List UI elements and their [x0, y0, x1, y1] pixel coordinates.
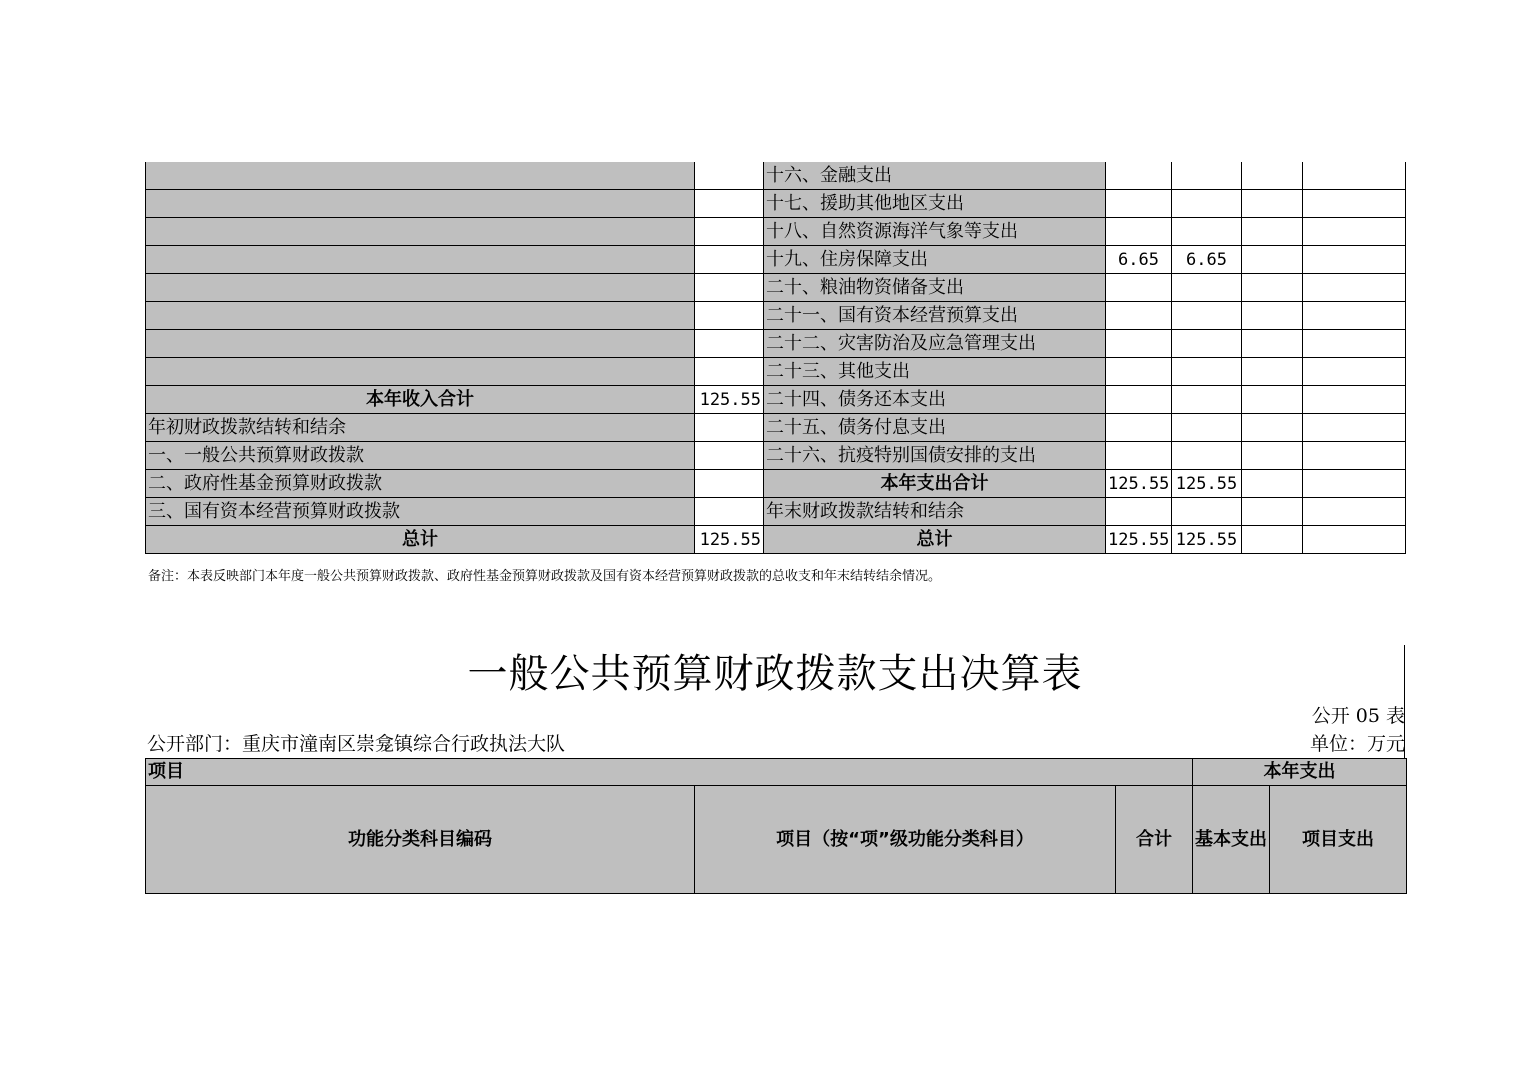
income-amount-cell	[695, 442, 764, 470]
expense-general-cell: 125.55	[1172, 526, 1242, 554]
expense-state-capital-cell	[1303, 414, 1406, 442]
expense-total-label: 本年支出合计	[764, 470, 1106, 498]
expense-general-cell	[1172, 386, 1242, 414]
expense-fund-cell	[1242, 162, 1303, 190]
expense-total-cell	[1106, 498, 1172, 526]
expense-item-cell: 十八、自然资源海洋气象等支出	[764, 218, 1106, 246]
expense-state-capital-cell	[1303, 442, 1406, 470]
income-amount-cell: 125.55	[695, 526, 764, 554]
expense-item-cell: 年末财政拨款结转和结余	[764, 498, 1106, 526]
unit-label: 单位：万元	[1309, 733, 1405, 755]
expense-state-capital-cell	[1303, 358, 1406, 386]
expense-general-cell	[1172, 498, 1242, 526]
expense-general-cell	[1172, 414, 1242, 442]
expense-item-cell: 二十、粮油物资储备支出	[764, 274, 1106, 302]
income-item-cell	[146, 330, 695, 358]
column-project-expense: 项目支出	[1270, 786, 1407, 894]
expense-fund-cell	[1242, 246, 1303, 274]
expense-item-cell: 十六、金融支出	[764, 162, 1106, 190]
income-item-cell	[146, 190, 695, 218]
expense-fund-cell	[1242, 190, 1303, 218]
income-item-cell	[146, 218, 695, 246]
expense-fund-cell	[1242, 498, 1303, 526]
table-row	[146, 274, 1406, 302]
expense-general-cell	[1172, 218, 1242, 246]
expense-fund-cell	[1242, 470, 1303, 498]
expense-state-capital-cell	[1303, 386, 1406, 414]
expense-item-cell: 二十四、债务还本支出	[764, 386, 1106, 414]
grand-total-label: 总计	[764, 526, 1106, 554]
income-total-label: 本年收入合计	[146, 386, 695, 414]
expense-total-cell	[1106, 386, 1172, 414]
expense-state-capital-cell	[1303, 498, 1406, 526]
expense-state-capital-cell	[1303, 302, 1406, 330]
expense-general-cell	[1172, 302, 1242, 330]
expense-total-cell	[1106, 218, 1172, 246]
expense-fund-cell	[1242, 414, 1303, 442]
income-item-cell	[146, 358, 695, 386]
income-amount-cell	[695, 358, 764, 386]
expense-state-capital-cell	[1303, 190, 1406, 218]
expense-general-cell	[1172, 190, 1242, 218]
grand-total-label: 总计	[146, 526, 695, 554]
expense-total-cell	[1106, 442, 1172, 470]
expense-general-cell	[1172, 442, 1242, 470]
column-function-code: 功能分类科目编码	[146, 786, 695, 894]
income-item-cell	[146, 274, 695, 302]
income-item-cell	[146, 162, 695, 190]
expense-general-cell	[1172, 274, 1242, 302]
table-row	[146, 330, 1406, 358]
expense-state-capital-cell	[1303, 274, 1406, 302]
income-item-cell: 二、政府性基金预算财政拨款	[146, 470, 695, 498]
table-row	[146, 246, 1406, 274]
header-current-year-expense: 本年支出	[1193, 759, 1407, 786]
expense-total-cell	[1106, 414, 1172, 442]
table-row	[146, 190, 1406, 218]
expense-total-cell: 6.65	[1106, 246, 1172, 274]
table-row	[146, 302, 1406, 330]
expense-item-cell: 十九、住房保障支出	[764, 246, 1106, 274]
income-item-cell	[146, 246, 695, 274]
expense-fund-cell	[1242, 302, 1303, 330]
income-amount-cell	[695, 246, 764, 274]
income-item-cell: 年初财政拨款结转和结余	[146, 414, 695, 442]
expense-total-cell	[1106, 190, 1172, 218]
expense-general-cell	[1172, 358, 1242, 386]
expense-fund-cell	[1242, 218, 1303, 246]
expense-fund-cell	[1242, 330, 1303, 358]
income-amount-cell	[695, 218, 764, 246]
expense-item-cell: 二十五、债务付息支出	[764, 414, 1106, 442]
income-item-cell	[146, 302, 695, 330]
expense-total-cell	[1106, 330, 1172, 358]
expense-fund-cell	[1242, 526, 1303, 554]
expense-fund-cell	[1242, 386, 1303, 414]
expense-total-cell	[1106, 274, 1172, 302]
expense-item-cell: 二十三、其他支出	[764, 358, 1106, 386]
table-row	[146, 218, 1406, 246]
table-row	[146, 414, 1406, 442]
header-project: 项目	[146, 759, 1193, 786]
expense-item-cell: 二十一、国有资本经营预算支出	[764, 302, 1106, 330]
table-header-row	[146, 759, 1407, 786]
expense-general-cell	[1172, 162, 1242, 190]
table-subheader-row	[146, 786, 1407, 894]
expense-total-cell: 125.55	[1106, 470, 1172, 498]
expense-state-capital-cell	[1303, 246, 1406, 274]
income-amount-cell	[695, 274, 764, 302]
income-amount-cell	[695, 302, 764, 330]
expense-total-cell	[1106, 358, 1172, 386]
expense-item-cell: 二十六、抗疫特别国债安排的支出	[764, 442, 1106, 470]
table-row	[146, 498, 1406, 526]
form-number: 公开 05 表	[1311, 705, 1405, 727]
income-item-cell: 三、国有资本经营预算财政拨款	[146, 498, 695, 526]
table-row	[146, 358, 1406, 386]
table-row	[146, 526, 1406, 554]
income-amount-cell	[695, 414, 764, 442]
income-amount-cell	[695, 330, 764, 358]
expense-item-cell: 十七、援助其他地区支出	[764, 190, 1106, 218]
expense-state-capital-cell	[1303, 218, 1406, 246]
table-row	[146, 162, 1406, 190]
general-budget-expenditure-table	[145, 758, 1407, 894]
column-total: 合计	[1116, 786, 1193, 894]
department-label: 公开部门：重庆市潼南区崇龛镇综合行政执法大队	[147, 733, 566, 755]
expense-total-cell	[1106, 162, 1172, 190]
column-basic-expense: 基本支出	[1193, 786, 1270, 894]
income-amount-cell	[695, 470, 764, 498]
expense-total-cell: 125.55	[1106, 526, 1172, 554]
income-amount-cell	[695, 162, 764, 190]
expense-fund-cell	[1242, 358, 1303, 386]
table-row	[146, 442, 1406, 470]
income-amount-cell	[695, 498, 764, 526]
table-row	[146, 470, 1406, 498]
table-note: 备注：本表反映部门本年度一般公共预算财政拨款、政府性基金预算财政拨款及国有资本经营预算财政拨款的总收支和年末结转结余情况。	[148, 569, 942, 584]
income-item-cell: 一、一般公共预算财政拨款	[146, 442, 695, 470]
page-title: 一般公共预算财政拨款支出决算表	[467, 651, 1083, 697]
expense-total-cell	[1106, 302, 1172, 330]
expense-state-capital-cell	[1303, 162, 1406, 190]
expense-general-cell: 6.65	[1172, 246, 1242, 274]
column-item: 项目（按“项”级功能分类科目）	[695, 786, 1116, 894]
expense-state-capital-cell	[1303, 330, 1406, 358]
expense-fund-cell	[1242, 274, 1303, 302]
expense-state-capital-cell	[1303, 470, 1406, 498]
fiscal-appropriation-summary-table	[145, 162, 1406, 554]
expense-general-cell	[1172, 330, 1242, 358]
income-amount-cell	[695, 190, 764, 218]
expense-state-capital-cell	[1303, 526, 1406, 554]
expense-fund-cell	[1242, 442, 1303, 470]
table-row	[146, 386, 1406, 414]
expense-item-cell: 二十二、灾害防治及应急管理支出	[764, 330, 1106, 358]
income-amount-cell: 125.55	[695, 386, 764, 414]
expense-general-cell: 125.55	[1172, 470, 1242, 498]
